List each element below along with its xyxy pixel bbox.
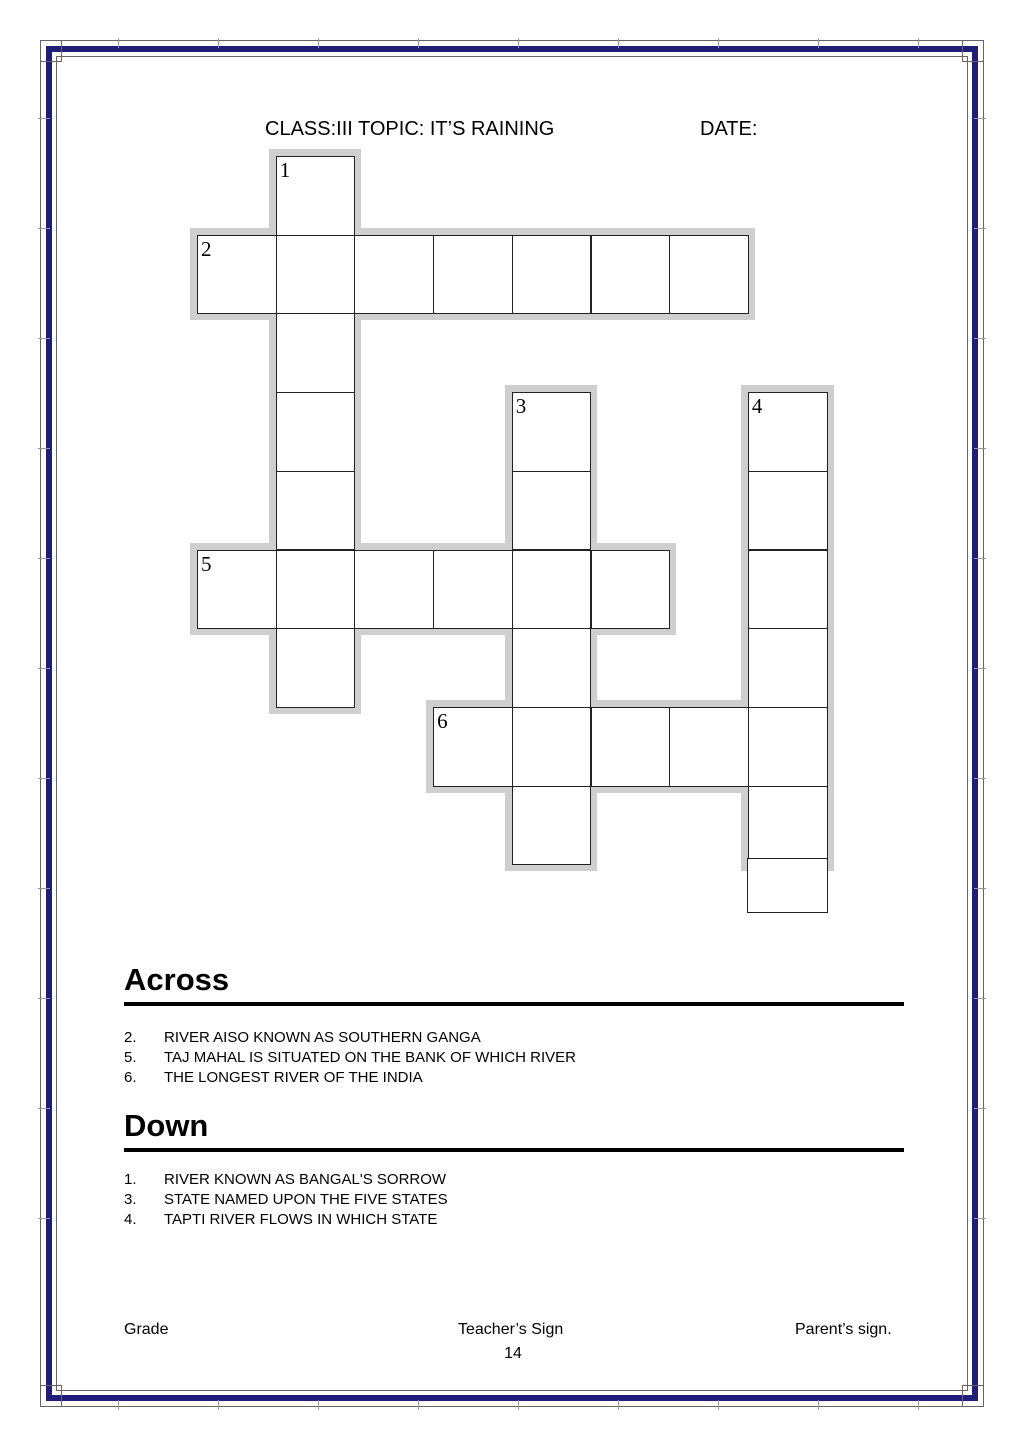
clue-number: 5. <box>124 1049 137 1066</box>
crossword-cell[interactable] <box>747 858 828 913</box>
down-clues <box>124 1170 448 1230</box>
crossword-cell[interactable] <box>276 471 356 551</box>
border-tick <box>218 1400 219 1410</box>
worksheet-title: CLASS:III TOPIC: IT’S RAINING <box>265 118 555 140</box>
clue-text: THE LONGEST RIVER OF THE INDIA <box>164 1069 423 1086</box>
crossword-cell[interactable] <box>276 313 356 393</box>
crossword-cell[interactable] <box>276 235 356 315</box>
crossword-cell[interactable] <box>748 786 828 866</box>
date-label: DATE: <box>700 118 758 140</box>
crossword-cell[interactable] <box>748 392 828 472</box>
border-corner <box>40 1385 62 1407</box>
clue-text: RIVER KNOWN AS BANGAL'S SORROW <box>164 1171 447 1188</box>
border-tick <box>618 1400 619 1410</box>
crossword-cell[interactable] <box>197 235 277 315</box>
clue-number-label: 6 <box>437 708 448 733</box>
border-tick <box>318 1400 319 1410</box>
parent-sign-label: Parent’s sign. <box>795 1321 892 1338</box>
border-tick <box>118 1400 119 1410</box>
clue-number-label: 4 <box>751 394 763 419</box>
across-clue <box>124 1048 576 1068</box>
clue-number: 3. <box>124 1191 137 1208</box>
border-tick <box>38 1218 50 1219</box>
clue-number: 6. <box>124 1069 137 1086</box>
crossword-cell[interactable] <box>276 156 356 236</box>
crossword-cell[interactable] <box>669 707 749 787</box>
down-heading: Down <box>124 1108 904 1152</box>
crossword-cell[interactable] <box>512 786 592 866</box>
crossword-cell[interactable] <box>512 392 592 472</box>
across-clue <box>124 1028 576 1048</box>
border-tick <box>418 1400 419 1410</box>
clue-number-label: 2 <box>201 236 212 261</box>
border-tick <box>974 1218 986 1219</box>
crossword-cell[interactable] <box>433 707 513 787</box>
border-tick <box>918 1400 919 1410</box>
down-clue <box>124 1190 448 1210</box>
crossword-cell[interactable] <box>276 628 356 708</box>
clue-number-label: 3 <box>515 394 527 419</box>
border-tick <box>518 1400 519 1410</box>
crossword-cell[interactable] <box>669 235 749 315</box>
crossword-cell[interactable] <box>591 707 671 787</box>
border-tick <box>974 1108 986 1109</box>
clue-number: 1. <box>124 1171 137 1188</box>
crossword-cell[interactable] <box>276 392 356 472</box>
crossword-cell[interactable] <box>512 550 592 630</box>
clue-text: STATE NAMED UPON THE FIVE STATES <box>164 1191 448 1208</box>
down-clue <box>124 1210 448 1230</box>
border-tick <box>818 1400 819 1410</box>
clue-number: 2. <box>124 1029 137 1046</box>
crossword-cell[interactable] <box>591 550 671 630</box>
clue-text: RIVER AISO KNOWN AS SOUTHERN GANGA <box>164 1029 481 1046</box>
crossword-cell[interactable] <box>748 471 828 551</box>
down-clue <box>124 1170 448 1190</box>
crossword-cell[interactable] <box>433 235 513 315</box>
clue-text: TAPTI RIVER FLOWS IN WHICH STATE <box>164 1211 438 1228</box>
clue-text: TAJ MAHAL IS SITUATED ON THE BANK OF WHICH RIVER <box>164 1049 576 1066</box>
clue-number-label: 5 <box>201 551 212 576</box>
crossword-cell[interactable] <box>354 550 434 630</box>
crossword-cell[interactable] <box>591 235 671 315</box>
grade-label: Grade <box>124 1321 169 1338</box>
border-tick <box>38 998 50 999</box>
teacher-sign-label: Teacher’s Sign <box>458 1321 564 1338</box>
crossword-cell[interactable] <box>512 471 592 551</box>
border-corner <box>962 1385 984 1407</box>
border-tick <box>974 998 986 999</box>
crossword-cell[interactable] <box>748 707 828 787</box>
crossword-cell[interactable] <box>748 550 828 630</box>
crossword-cell[interactable] <box>512 235 592 315</box>
crossword-cell[interactable] <box>512 707 592 787</box>
across-clues <box>124 1028 576 1088</box>
clue-number-label: 1 <box>279 158 291 182</box>
across-heading: Across <box>124 962 904 1006</box>
crossword-cell[interactable] <box>512 628 592 708</box>
crossword-cell[interactable] <box>354 235 434 315</box>
across-clue <box>124 1068 576 1088</box>
clue-number: 4. <box>124 1211 137 1228</box>
border-tick <box>718 1400 719 1410</box>
crossword-cell[interactable] <box>276 550 356 630</box>
crossword-cell[interactable] <box>748 628 828 708</box>
border-tick <box>38 1108 50 1109</box>
page-number: 14 <box>504 1345 522 1362</box>
crossword-cell[interactable] <box>197 550 277 630</box>
crossword-cell[interactable] <box>433 550 513 630</box>
